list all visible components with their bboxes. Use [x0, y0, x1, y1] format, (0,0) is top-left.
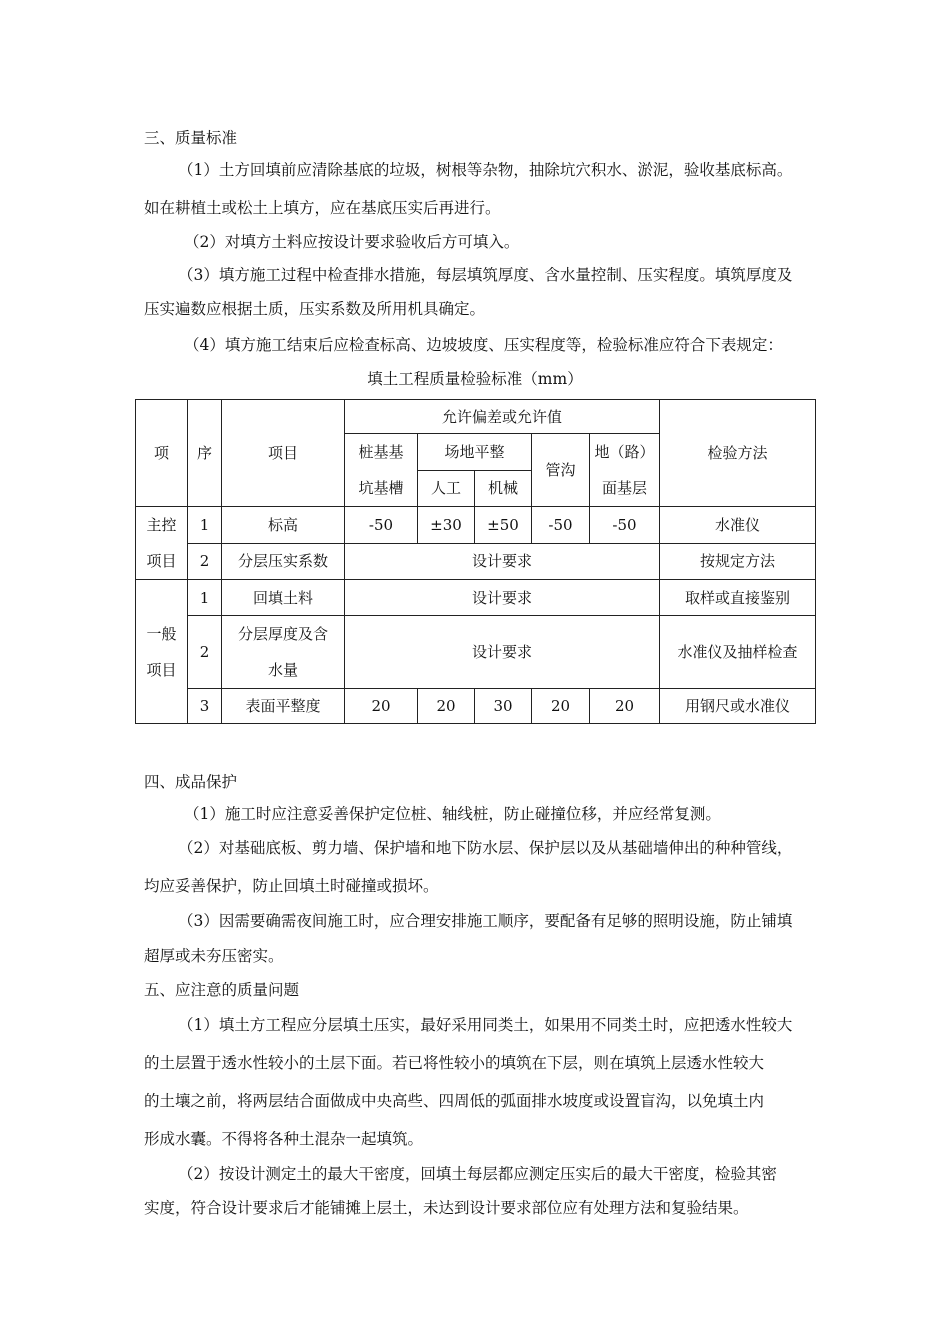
table-row — [136, 543, 816, 580]
row-no: 2 — [188, 616, 222, 689]
group-main-line2: 项目 — [146, 552, 177, 570]
section5-p2-line1: （2）按设计测定土的最大干密度，回填土每层都应测定压实后的最大干密度，检验其密 — [178, 1165, 777, 1183]
table-caption: 填土工程质量检验标准（mm） — [367, 370, 583, 388]
header-ditch: 管沟 — [532, 434, 590, 507]
section4-p3-line1: （3）因需要确需夜间施工时，应合理安排施工顺序，要配备有足够的照明设施，防止铺填 — [178, 912, 793, 930]
group-general-line2: 项目 — [146, 660, 177, 679]
group-general-line1: 一般 — [146, 624, 177, 643]
row-value: ±30 — [418, 507, 475, 544]
header-ground — [590, 434, 660, 507]
section5-p1-line2: 的土层置于透水性较小的土层下面。若已将性较小的填筑在下层，则在填筑上层透水性较大 — [144, 1054, 765, 1072]
section4-p2-line1: （2）对基础底板、剪力墙、保护墙和地下防水层、保护层以及从基础墙伸出的种种管线， — [178, 839, 793, 857]
header-ground-line1: 地（路） — [594, 443, 655, 461]
row-item: 回填土料 — [222, 580, 345, 616]
row-method: 用钢尺或水准仪 — [660, 689, 816, 724]
header-site: 场地平整 — [418, 434, 532, 471]
row-value: 20 — [418, 689, 475, 724]
header-pile-line1: 桩基基 — [358, 443, 404, 461]
row-method: 取样或直接鉴别 — [660, 580, 816, 616]
row-item-line2: 水量 — [267, 661, 298, 679]
header-xiang: 项 — [136, 400, 188, 507]
row-no: 1 — [188, 580, 222, 616]
table-row — [136, 507, 816, 544]
header-allowance: 允许偏差或允许值 — [345, 400, 660, 434]
row-method: 水准仪 — [660, 507, 816, 544]
section3-p4: （4）填方施工结束后应检查标高、边坡坡度、压实程度等，检验标准应符合下表规定： — [184, 336, 783, 354]
header-pile — [345, 434, 418, 507]
table-row — [136, 616, 816, 689]
section4-p1: （1）施工时应注意妥善保护定位桩、轴线桩，防止碰撞位移，并应经常复测。 — [184, 805, 721, 823]
row-value: 20 — [345, 689, 418, 724]
header-method: 检验方法 — [660, 400, 816, 507]
section3-heading: 三、质量标准 — [144, 129, 238, 147]
header-xu: 序 — [188, 400, 222, 507]
row-merged-value: 设计要求 — [345, 616, 660, 689]
header-machine: 机械 — [475, 470, 532, 507]
row-merged-value: 设计要求 — [345, 543, 660, 580]
header-xiangmu: 项目 — [222, 400, 345, 507]
section5-heading: 五、应注意的质量问题 — [144, 981, 300, 999]
row-value: -50 — [590, 507, 660, 544]
header-ground-line2: 面基层 — [601, 479, 647, 497]
section3-p3-line1: （3）填方施工过程中检查排水措施，每层填筑厚度、含水量控制、压实程度。填筑厚度及 — [178, 266, 793, 284]
row-no: 2 — [188, 543, 222, 580]
section4-p2-line2: 均应妥善保护，防止回填土时碰撞或损坏。 — [144, 877, 439, 895]
group-main-line1: 主控 — [146, 516, 177, 534]
section3-p2: （2）对填方土料应按设计要求验收后方可填入。 — [184, 233, 520, 251]
row-value: ±50 — [475, 507, 532, 544]
row-no: 1 — [188, 507, 222, 544]
section3-p3-line2: 压实遍数应根据土质，压实系数及所用机具确定。 — [144, 300, 486, 318]
section5-p1-line1: （1）填土方工程应分层填土压实，最好采用同类土，如果用不同类土时，应把透水性较大 — [178, 1016, 793, 1034]
group-main-control — [136, 507, 188, 580]
row-item: 标高 — [222, 507, 345, 544]
row-item — [222, 616, 345, 689]
row-item: 表面平整度 — [222, 689, 345, 724]
row-item: 分层压实系数 — [222, 543, 345, 580]
row-merged-value: 设计要求 — [345, 580, 660, 616]
row-value: 20 — [590, 689, 660, 724]
header-manual: 人工 — [418, 470, 475, 507]
section4-heading: 四、成品保护 — [144, 773, 238, 791]
group-general — [136, 580, 188, 724]
row-method: 按规定方法 — [660, 543, 816, 580]
row-value: 30 — [475, 689, 532, 724]
row-method: 水准仪及抽样检查 — [660, 616, 816, 689]
row-value: -50 — [532, 507, 590, 544]
quality-standard-table — [135, 399, 816, 724]
row-item-line1: 分层厚度及含 — [237, 625, 328, 643]
section4-p3-line2: 超厚或未夯压密实。 — [144, 947, 284, 965]
header-pile-line2: 坑基槽 — [358, 479, 404, 497]
section3-p1-line1: （1）土方回填前应清除基底的垃圾，树根等杂物，抽除坑穴积水、淤泥，验收基底标高。 — [178, 161, 793, 179]
section5-p1-line3: 的土壤之前，将两层结合面做成中央高些、四周低的弧面排水坡度或设置盲沟，以免填土内 — [144, 1092, 765, 1110]
section5-p1-line4: 形成水囊。不得将各种土混杂一起填筑。 — [144, 1130, 424, 1148]
section5-p2-line2: 实度，符合设计要求后才能铺摊上层土，未达到设计要求部位应有处理方法和复验结果。 — [144, 1199, 749, 1217]
table-row — [136, 689, 816, 724]
row-value: -50 — [345, 507, 418, 544]
section3-p1-line2: 如在耕植土或松土上填方，应在基底压实后再进行。 — [144, 199, 501, 217]
table-row — [136, 580, 816, 616]
row-no: 3 — [188, 689, 222, 724]
row-value: 20 — [532, 689, 590, 724]
